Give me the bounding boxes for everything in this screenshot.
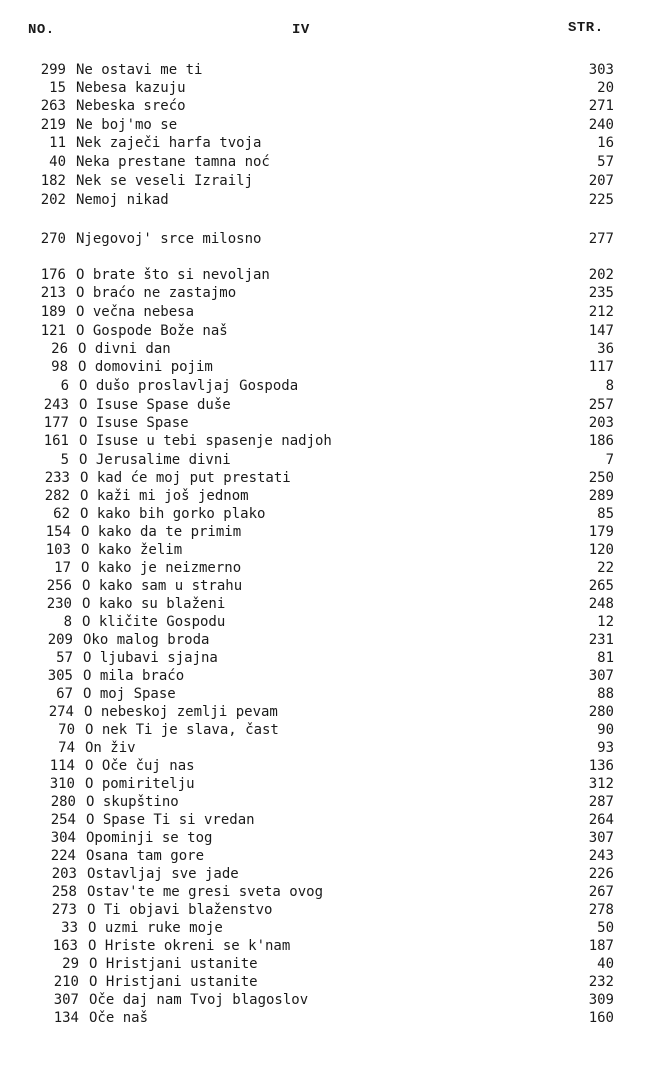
page-number: 277 xyxy=(588,231,614,247)
hymn-title: Neka prestane tamna noć xyxy=(76,154,270,170)
index-entry xyxy=(35,667,614,685)
hymn-title: O uzmi ruke moje xyxy=(88,920,223,936)
index-entry xyxy=(41,955,614,973)
hymn-number: 282 xyxy=(44,488,70,504)
index-entry xyxy=(28,172,614,190)
index-entry xyxy=(31,396,614,414)
hymn-title: O Gospode Bože naš xyxy=(76,323,228,339)
hymn-number: 304 xyxy=(50,830,76,846)
hymn-number: 203 xyxy=(51,866,77,882)
index-entry xyxy=(31,432,614,450)
page-number: 240 xyxy=(588,117,614,133)
hymn-number: 163 xyxy=(52,938,78,954)
page-number: 243 xyxy=(588,848,614,864)
page-number: 289 xyxy=(588,488,614,504)
hymn-number: 233 xyxy=(44,470,70,486)
hymn-number: 189 xyxy=(40,304,66,320)
hymn-number: 103 xyxy=(45,542,71,558)
section-heading: IV xyxy=(292,22,310,38)
hymn-number: 210 xyxy=(53,974,79,990)
hymn-title: Ne boj'mo se xyxy=(76,117,178,133)
page-number: 264 xyxy=(588,812,614,828)
page-number: 187 xyxy=(588,938,614,954)
hymn-title: Opominji se tog xyxy=(86,830,213,846)
hymn-title: O kako želim xyxy=(81,542,183,558)
hymn-title: O braćo ne zastajmo xyxy=(76,285,237,301)
index-entry xyxy=(41,991,614,1009)
page-number: 20 xyxy=(597,80,614,96)
page-number: 212 xyxy=(588,304,614,320)
page-number: 309 xyxy=(588,992,614,1008)
page-column-header: STR. xyxy=(568,20,604,36)
hymn-number: 5 xyxy=(60,452,69,468)
page-number: 225 xyxy=(588,192,614,208)
page-number: 57 xyxy=(597,154,614,170)
page-number: 7 xyxy=(605,452,614,468)
index-entry xyxy=(33,559,614,577)
hymn-number: 11 xyxy=(49,135,66,151)
index-entry xyxy=(28,153,614,171)
hymn-number: 182 xyxy=(40,173,66,189)
index-entry xyxy=(28,116,614,134)
page-number: 267 xyxy=(588,884,614,900)
page-number: 248 xyxy=(588,596,614,612)
page-number: 90 xyxy=(597,722,614,738)
hymn-number: 40 xyxy=(49,154,66,170)
page-number: 93 xyxy=(597,740,614,756)
hymn-title: O kako su blaženi xyxy=(82,596,226,612)
hymn-number: 74 xyxy=(58,740,75,756)
hymn-title: Osana tam gore xyxy=(86,848,205,864)
page-number: 147 xyxy=(588,323,614,339)
page-number: 226 xyxy=(588,866,614,882)
hymn-title: O nek Ti je slava, čast xyxy=(85,722,279,738)
page-number: 202 xyxy=(588,267,614,283)
hymn-number: 280 xyxy=(50,794,76,810)
hymn-number: 209 xyxy=(47,632,73,648)
hymn-title: O dušo proslavljaj Gospoda xyxy=(79,378,299,394)
page-number: 307 xyxy=(588,830,614,846)
hymn-number: 254 xyxy=(50,812,76,828)
hymn-title: O Isuse Spase xyxy=(79,415,189,431)
page-number: 12 xyxy=(597,614,614,630)
hymn-title: O ljubavi sjajna xyxy=(83,650,218,666)
hymn-title: O Isuse u tebi spasenje nadjoh xyxy=(79,433,332,449)
index-entry xyxy=(31,451,614,469)
page-number: 250 xyxy=(588,470,614,486)
hymn-number: 8 xyxy=(63,614,72,630)
index-entry xyxy=(28,134,614,152)
page-number: 235 xyxy=(588,285,614,301)
hymn-number: 270 xyxy=(40,231,66,247)
index-entry xyxy=(38,829,614,847)
hymn-number: 213 xyxy=(40,285,66,301)
index-entry xyxy=(28,322,614,340)
hymn-title: Nek zaječi harfa tvoja xyxy=(76,135,262,151)
hymn-number: 263 xyxy=(40,98,66,114)
hymn-title: Nek se veseli Izrailj xyxy=(76,173,254,189)
index-entry xyxy=(35,649,614,667)
page-number: 280 xyxy=(588,704,614,720)
hymn-number: 33 xyxy=(61,920,78,936)
hymn-title: Nebesa kazuju xyxy=(76,80,186,96)
index-entry xyxy=(32,505,614,523)
page-number: 179 xyxy=(588,524,614,540)
hymn-title: O Spase Ti si vredan xyxy=(86,812,255,828)
index-entry xyxy=(31,414,614,432)
hymn-number: 177 xyxy=(43,415,69,431)
index-entry xyxy=(38,811,614,829)
hymn-title: Oko malog broda xyxy=(83,632,210,648)
hymn-number: 258 xyxy=(51,884,77,900)
page-number: 312 xyxy=(588,776,614,792)
hymn-title: Nemoj nikad xyxy=(76,192,169,208)
page-number: 22 xyxy=(597,560,614,576)
page-number: 307 xyxy=(588,668,614,684)
index-entry xyxy=(36,703,614,721)
hymn-number: 26 xyxy=(51,341,68,357)
hymn-number: 98 xyxy=(51,359,68,375)
index-entry xyxy=(28,266,614,284)
page-number: 117 xyxy=(588,359,614,375)
index-entry xyxy=(28,284,614,302)
hymn-number: 17 xyxy=(54,560,71,576)
index-entry xyxy=(28,191,614,209)
page-number: 88 xyxy=(597,686,614,702)
hymn-number: 121 xyxy=(40,323,66,339)
page-number: 16 xyxy=(597,135,614,151)
hymn-title: O divni dan xyxy=(78,341,171,357)
hymn-number: 134 xyxy=(53,1010,79,1026)
page-number: 136 xyxy=(588,758,614,774)
index-entry xyxy=(37,775,614,793)
page-number: 40 xyxy=(597,956,614,972)
index-entry xyxy=(37,721,614,739)
index-entry xyxy=(33,541,614,559)
page-number: 271 xyxy=(588,98,614,114)
hymn-title: O kako da te primim xyxy=(81,524,242,540)
index-entry xyxy=(28,230,614,248)
hymn-number: 114 xyxy=(49,758,75,774)
index-entry xyxy=(34,595,614,613)
hymn-number: 6 xyxy=(60,378,69,394)
hymn-title: O nebeskoj zemlji pevam xyxy=(84,704,278,720)
hymn-number: 299 xyxy=(40,62,66,78)
index-entry xyxy=(39,883,614,901)
page-number: 207 xyxy=(588,173,614,189)
index-entry xyxy=(37,739,614,757)
index-entry xyxy=(38,793,614,811)
page-number: 85 xyxy=(597,506,614,522)
hymn-title: O večna nebesa xyxy=(76,304,195,320)
hymn-number: 273 xyxy=(51,902,77,918)
index-entry xyxy=(40,937,614,955)
hymn-title: O Oče čuj nas xyxy=(85,758,195,774)
hymn-title: O brate što si nevoljan xyxy=(76,267,270,283)
page-number: 50 xyxy=(597,920,614,936)
index-entry xyxy=(32,469,614,487)
page-number: 278 xyxy=(588,902,614,918)
hymn-title: O kako bih gorko plako xyxy=(80,506,266,522)
hymn-title: O moj Spase xyxy=(83,686,176,702)
hymn-title: Ostav'te me gresi sveta ovog xyxy=(87,884,324,900)
hymn-title: O kako je neizmerno xyxy=(81,560,242,576)
hymn-number: 57 xyxy=(56,650,73,666)
hymn-number: 62 xyxy=(53,506,70,522)
page-number: 232 xyxy=(588,974,614,990)
page-number: 265 xyxy=(588,578,614,594)
index-entry xyxy=(40,919,614,937)
hymn-title: O Jerusalime divni xyxy=(79,452,231,468)
hymn-title: O pomiritelju xyxy=(85,776,195,792)
hymn-number: 230 xyxy=(46,596,72,612)
index-entry xyxy=(41,973,614,991)
hymn-title: O domovini pojim xyxy=(78,359,213,375)
page-number: 8 xyxy=(605,378,614,394)
hymn-title: O skupštino xyxy=(86,794,179,810)
number-column-header: NO. xyxy=(28,22,55,38)
hymn-title: Ostavljaj sve jade xyxy=(87,866,239,882)
hymn-title: Oče naš xyxy=(89,1010,149,1026)
hymn-number: 219 xyxy=(40,117,66,133)
hymn-number: 154 xyxy=(45,524,71,540)
index-entry xyxy=(28,97,614,115)
hymn-title: O Hriste okreni se k'nam xyxy=(88,938,291,954)
hymn-number: 67 xyxy=(56,686,73,702)
page-number: 257 xyxy=(588,397,614,413)
hymn-title: Nebeska srećo xyxy=(76,98,186,114)
hymn-number: 305 xyxy=(47,668,73,684)
index-entry xyxy=(30,358,614,376)
hymn-number: 243 xyxy=(43,397,69,413)
hymn-title: O kako sam u strahu xyxy=(82,578,243,594)
page-number: 203 xyxy=(588,415,614,431)
index-entry xyxy=(33,523,614,541)
page-number: 303 xyxy=(588,62,614,78)
index-entry xyxy=(41,1009,614,1027)
index-entry xyxy=(28,303,614,321)
page-number: 160 xyxy=(588,1010,614,1026)
hymn-number: 256 xyxy=(46,578,72,594)
index-entry xyxy=(34,577,614,595)
index-entry xyxy=(39,901,614,919)
hymn-title: Njegovoj' srce milosno xyxy=(76,231,262,247)
hymn-number: 310 xyxy=(49,776,75,792)
hymn-number: 224 xyxy=(50,848,76,864)
hymn-title: O Hristjani ustanite xyxy=(89,974,258,990)
hymn-title: On živ xyxy=(85,740,136,756)
index-entry xyxy=(34,613,614,631)
hymn-title: O Hristjani ustanite xyxy=(89,956,258,972)
index-entry xyxy=(30,340,614,358)
hymn-number: 274 xyxy=(48,704,74,720)
page-number: 231 xyxy=(588,632,614,648)
hymn-number: 307 xyxy=(53,992,79,1008)
hymn-title: Oče daj nam Tvoj blagoslov xyxy=(89,992,309,1008)
hymn-title: O mila braćo xyxy=(83,668,185,684)
index-entry xyxy=(28,61,614,79)
page-number: 287 xyxy=(588,794,614,810)
hymn-number: 202 xyxy=(40,192,66,208)
hymn-title: Ne ostavi me ti xyxy=(76,62,203,78)
index-entry xyxy=(37,757,614,775)
hymn-title: O kličite Gospodu xyxy=(82,614,226,630)
index-entry xyxy=(28,79,614,97)
page-number: 36 xyxy=(597,341,614,357)
page-number: 186 xyxy=(588,433,614,449)
hymn-number: 70 xyxy=(58,722,75,738)
index-entry xyxy=(39,865,614,883)
hymn-number: 15 xyxy=(49,80,66,96)
hymn-number: 176 xyxy=(40,267,66,283)
hymn-title: O kaži mi još jednom xyxy=(80,488,249,504)
index-entry xyxy=(35,631,614,649)
index-entry xyxy=(32,487,614,505)
index-entry xyxy=(35,685,614,703)
hymn-number: 29 xyxy=(62,956,79,972)
index-entry xyxy=(31,377,614,395)
hymn-title: O Isuse Spase duše xyxy=(79,397,231,413)
page-number: 120 xyxy=(588,542,614,558)
hymn-title: O kad će moj put prestati xyxy=(80,470,291,486)
hymn-title: O Ti objavi blaženstvo xyxy=(87,902,273,918)
page-number: 81 xyxy=(597,650,614,666)
index-entry xyxy=(38,847,614,865)
hymn-number: 161 xyxy=(43,433,69,449)
